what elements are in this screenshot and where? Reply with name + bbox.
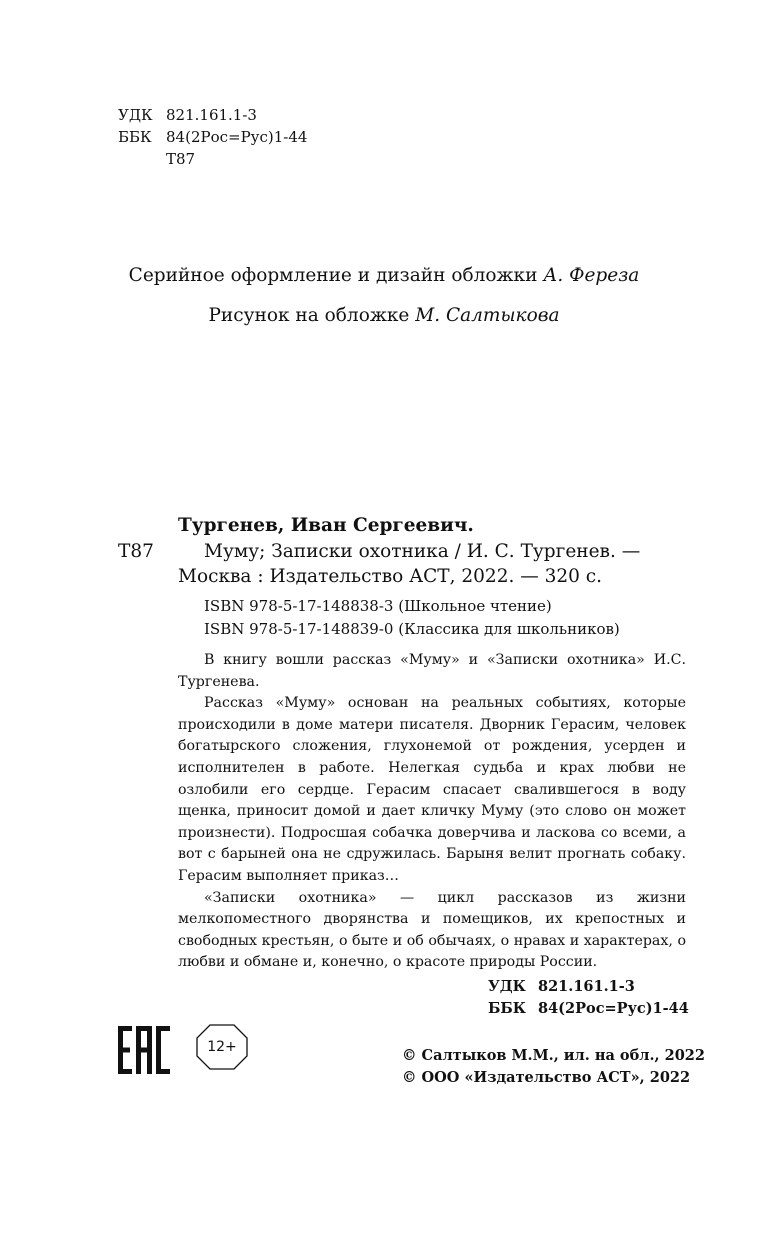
design-credit: Серийное оформление и дизайн обложки А. Фереза	[128, 265, 640, 286]
codes-top	[118, 104, 307, 170]
codes-bottom	[488, 976, 689, 1020]
annotation-paragraph: Рассказ «Муму» основан на реальных событиях, которые происходили в доме матери писателя. Дворник Герасим, человек богатырского сложения, глухонемой от рождения, усерден и исполнителен в работе. Нелегкая судьба и крах любви не озлобили его сердце. Герасим спасает свалившегося в воду щенка, приносит домой и дает кличку Муму (это слово он может произнести). Подросшая собачка доверчива и ласкова со всеми, а вот с барыней она не сдружилась. Барыня велит прогнать собаку. Герасим выполняет приказ…	[178, 695, 686, 884]
age-rating-badge	[196, 1024, 248, 1070]
copyright-line-2: © ООО «Издательство АСТ», 2022	[402, 1069, 691, 1086]
title-line-1: Муму; Записки охотника / И. С. Тургенев. —	[204, 541, 641, 562]
isbn-2: ISBN 978-5-17-148839-0 (Классика для школьников)	[204, 620, 620, 638]
isbn-1: ISBN 978-5-17-148838-3 (Школьное чтение)	[204, 597, 552, 615]
udk-top: УДК 821.161.1-3	[118, 106, 257, 124]
bbk-bottom: ББК 84(2Рос=Рус)1-44	[488, 1000, 689, 1017]
author-mark: Т87	[118, 541, 154, 562]
author-heading: Тургенев, Иван Сергеевич.	[178, 515, 474, 536]
age-rating: 12+	[207, 1039, 237, 1055]
copyright-line-1: © Салтыков М.М., ил. на обл., 2022	[402, 1047, 705, 1064]
drawing-credit: Рисунок на обложке М. Салтыкова	[208, 305, 560, 326]
title-line-2: Москва : Издательство АСТ, 2022. — 320 с.	[178, 566, 603, 587]
udk-bottom: УДК 821.161.1-3	[488, 978, 635, 995]
annotation	[178, 650, 686, 974]
bbk-top: ББК 84(2Рос=Рус)1-44	[118, 128, 308, 146]
copyright	[402, 1045, 705, 1089]
author-mark-top: Т87	[166, 150, 196, 168]
annotation-paragraph: «Записки охотника» — цикл рассказов из жизни мелкопоместного дворянства и помещиков, их крепостных и свободных крестьян, о быте и об обычаях, о нравах и характерах, о любви и обмане и, конечно, о красоте природы России.	[178, 889, 686, 971]
eac-mark-icon	[118, 1024, 170, 1076]
annotation-paragraph: В книгу вошли рассказ «Муму» и «Записки охотника» И.С. Тургенева.	[178, 652, 686, 690]
